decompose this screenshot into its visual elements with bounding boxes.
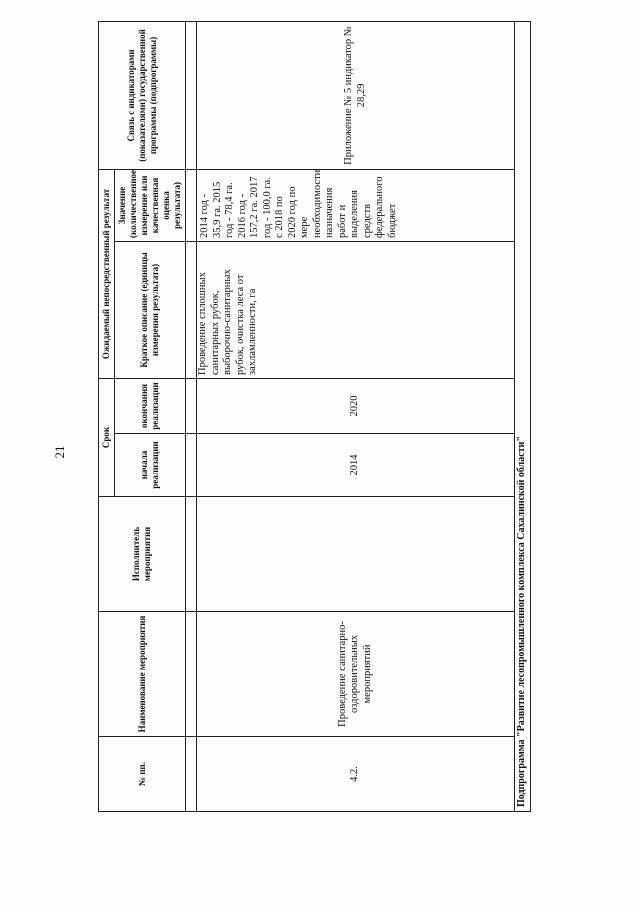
blank-row xyxy=(186,21,197,811)
header-num: № пп. xyxy=(99,737,186,812)
row-value: 2014 год - 35,9 га. 2015 год - 78,4 га. 2016 год - 157,2 га. 2017 год - 100,0 га. с 2018 по 2020 год по мере необходимости назначения работ и выделения средств федерального бюджет xyxy=(197,169,515,241)
row-short-desc: Проведение сплошных санитарных рубок, выборочно-санитарных рубок, очистка леса от захламленности, га xyxy=(197,241,515,378)
row-num: 4.2. xyxy=(197,737,515,812)
header-value: Значение (количественное измерение или качественная оценка результата) xyxy=(115,169,186,241)
subprogram-row xyxy=(515,21,531,811)
header-term-end: окончания реализации xyxy=(115,378,186,433)
header-name: Наименование мероприятия xyxy=(99,612,186,737)
row-link: Приложение № 5 индикатор № 28,29 xyxy=(197,21,515,169)
row-end: 2020 xyxy=(197,378,515,433)
header-link: Связь с индикаторами (показателями) государственной программы (подпрограммы) xyxy=(99,21,186,169)
activities-table xyxy=(98,21,531,812)
header-term: Срок xyxy=(99,378,115,496)
header-short-desc: Краткое описание (единицы измерения результата) xyxy=(115,241,186,378)
table-row xyxy=(197,21,515,811)
header-expected: Ожидаемый непосредственный результат xyxy=(99,169,115,378)
row-name: Проведение санитарно-оздоровительных мероприятий xyxy=(197,612,515,737)
row-start: 2014 xyxy=(197,434,515,497)
header-term-start: начала реализации xyxy=(115,434,186,497)
header-executor: Исполнитель мероприятия xyxy=(99,497,186,612)
subprogram-title: Подпрограмма "Развитие лесопромышленного комплекса Сахалинской области" xyxy=(515,21,531,811)
page-number: 21 xyxy=(52,445,67,459)
row-executor xyxy=(197,497,515,612)
document-table-area xyxy=(98,22,531,812)
